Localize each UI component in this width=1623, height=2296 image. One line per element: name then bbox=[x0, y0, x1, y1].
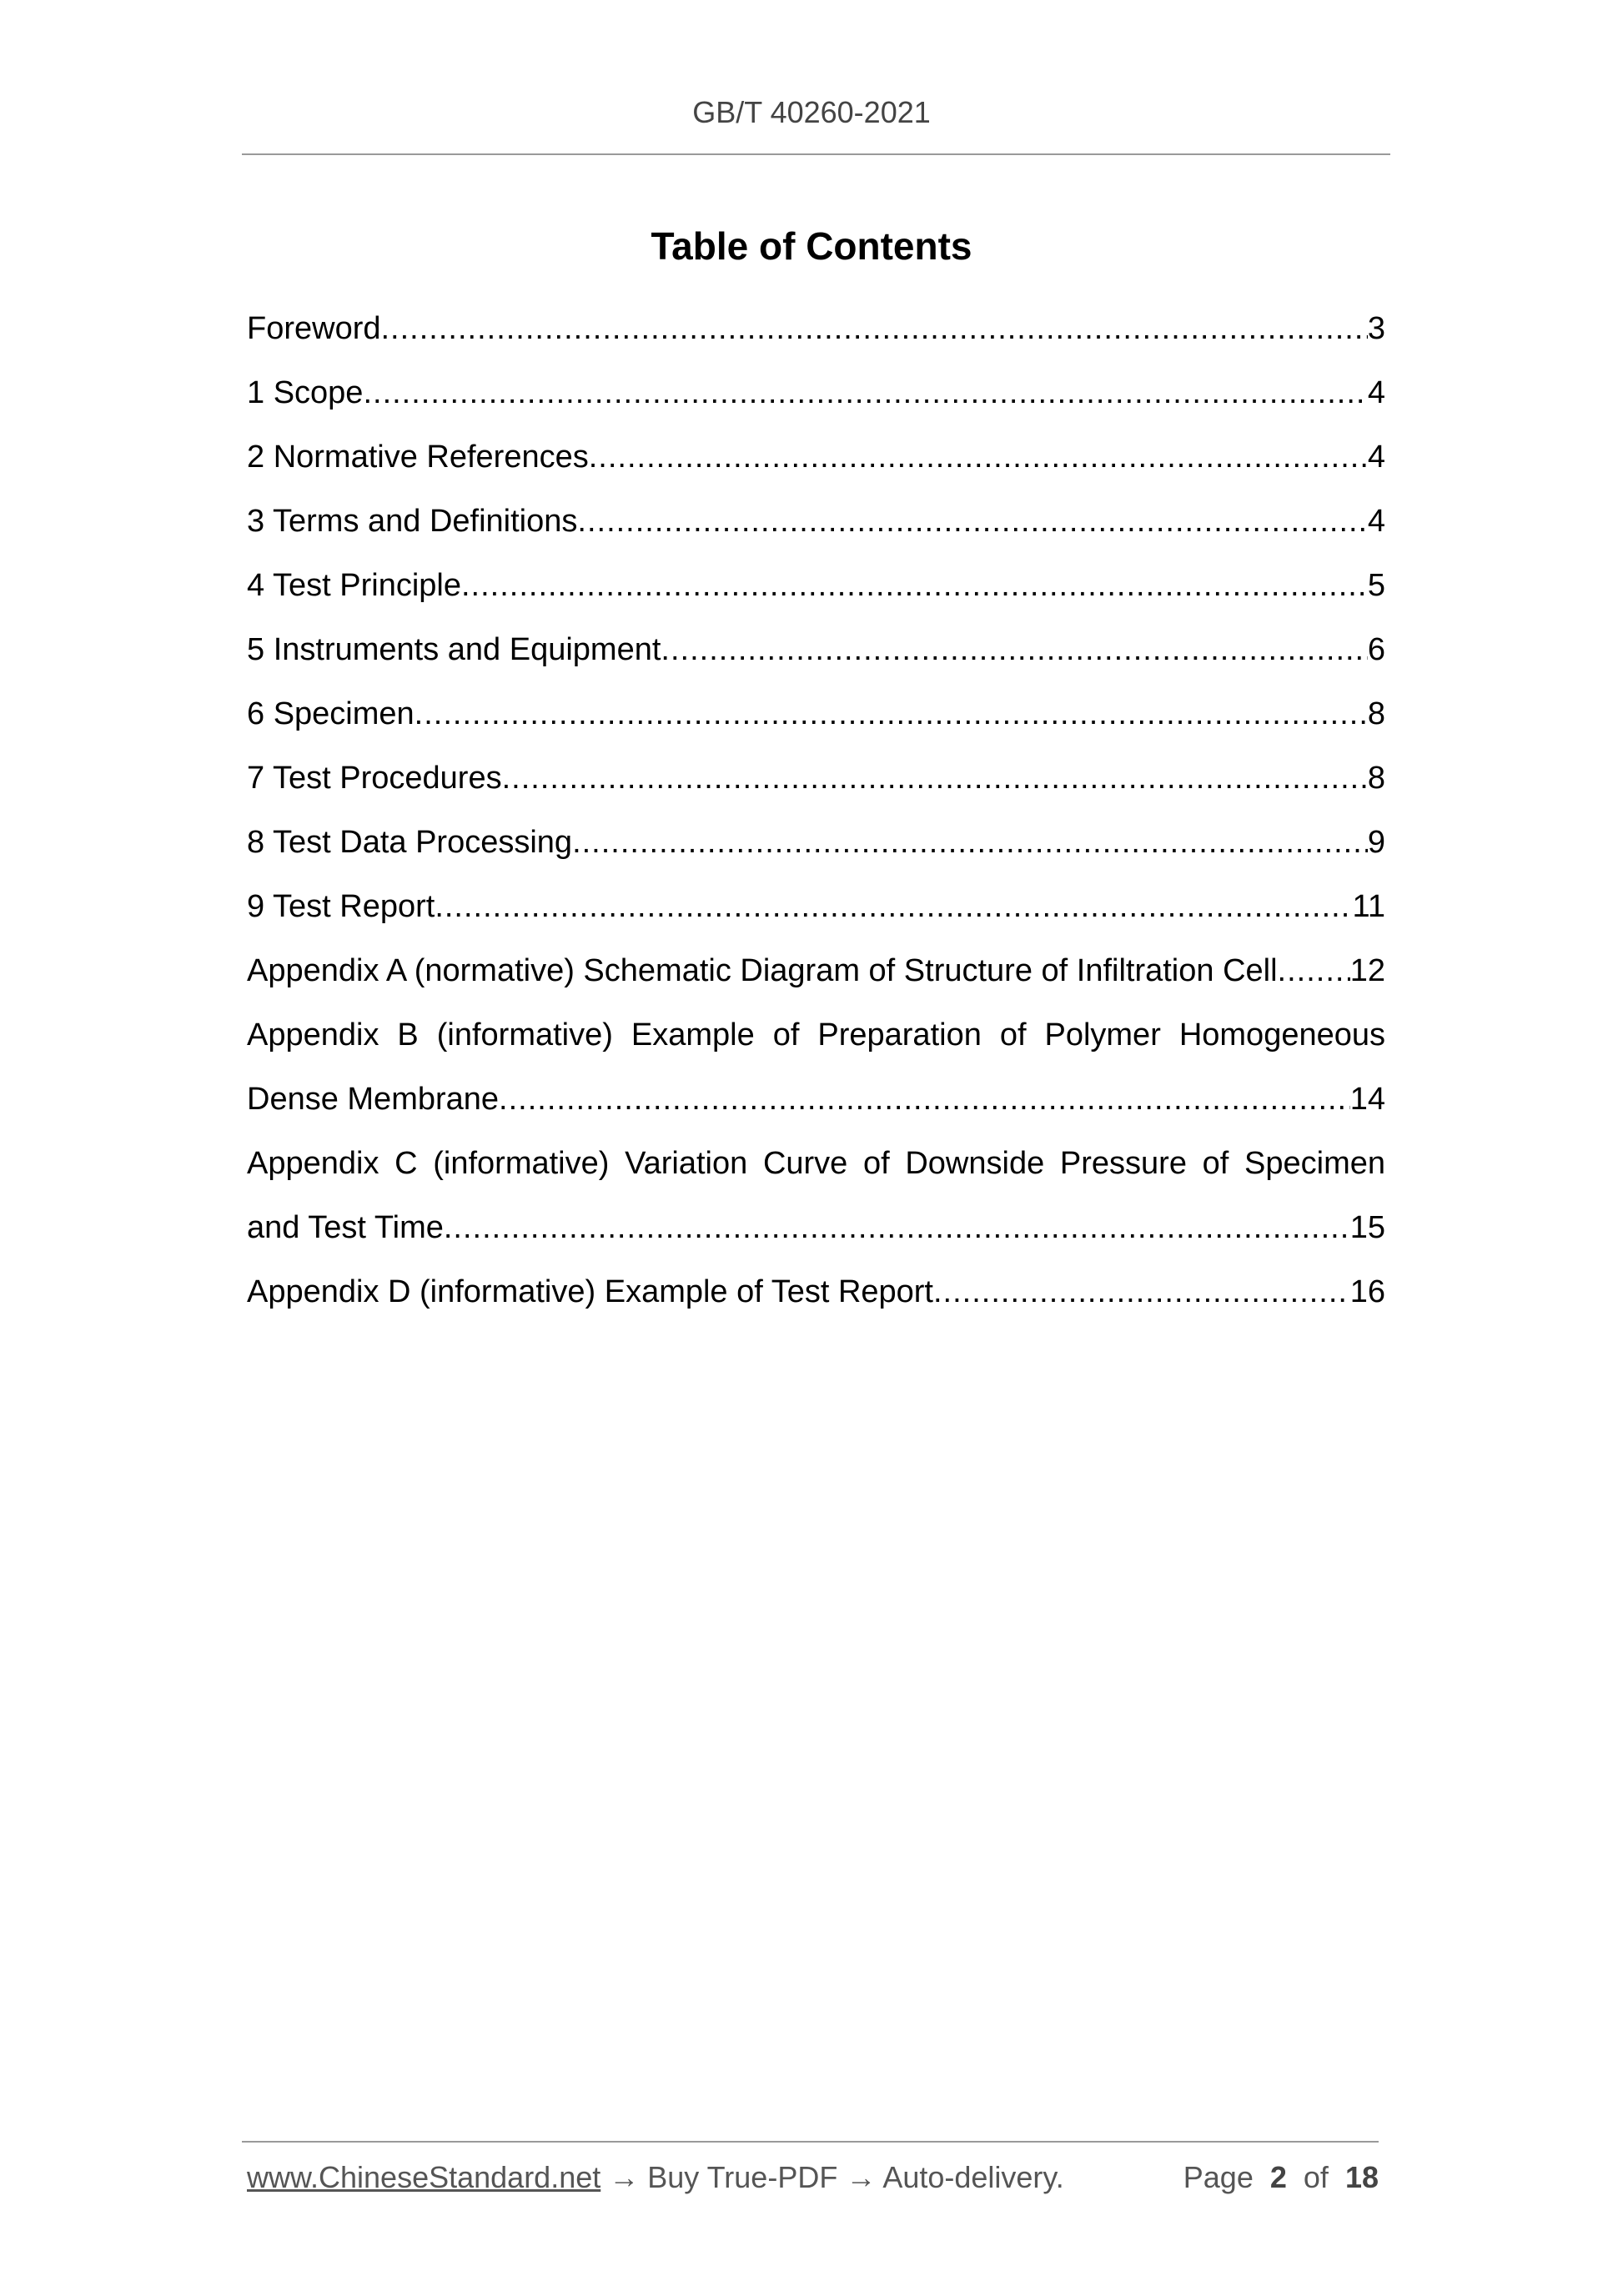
toc-entry-normative-references[interactable] bbox=[247, 425, 1385, 490]
toc-entry-test-principle[interactable] bbox=[247, 554, 1385, 618]
dot-leader bbox=[381, 297, 1368, 361]
toc-entry-label: 2 Normative References bbox=[247, 440, 589, 475]
toc-entry-appendix-b[interactable] bbox=[247, 1068, 1385, 1132]
toc-entry-page: 3 bbox=[1367, 311, 1385, 346]
page-indicator bbox=[1183, 2160, 1379, 2195]
toc-entry-label: Appendix A (normative) Schematic Diagram of Structure of Infiltration Cell bbox=[247, 953, 1278, 988]
toc-entry-label: 1 Scope bbox=[247, 375, 364, 410]
toc-entry-page: 11 bbox=[1352, 889, 1385, 924]
toc-entry-test-procedures[interactable] bbox=[247, 746, 1385, 811]
dot-leader bbox=[435, 875, 1352, 939]
dot-leader bbox=[502, 746, 1368, 811]
footer-promo bbox=[247, 2160, 1064, 2195]
dot-leader bbox=[444, 1196, 1350, 1260]
footer-divider bbox=[242, 2141, 1379, 2143]
document-id-header: GB/T 40260-2021 bbox=[692, 95, 931, 129]
toc-entry-page: 8 bbox=[1367, 761, 1385, 796]
current-page-number: 2 bbox=[1269, 2160, 1287, 2194]
toc-entry-page: 6 bbox=[1367, 632, 1385, 667]
toc-entry-label: 9 Test Report bbox=[247, 889, 435, 924]
toc-entry-test-report[interactable] bbox=[247, 875, 1385, 939]
toc-entry-label: Appendix C (informative) Variation Curve of Downside Pressure of Specimen bbox=[247, 1146, 1385, 1181]
toc-entry-label: 6 Specimen bbox=[247, 696, 415, 731]
toc-entry-label: Foreword bbox=[247, 311, 381, 346]
toc-entry-appendix-c[interactable] bbox=[247, 1196, 1385, 1260]
table-of-contents bbox=[247, 297, 1385, 1324]
page-footer bbox=[247, 2160, 1379, 2195]
toc-entry-label: Dense Membrane bbox=[247, 1082, 500, 1117]
toc-entry-appendix-b-line1[interactable] bbox=[247, 1003, 1385, 1068]
toc-entry-label: Appendix D (informative) Example of Test Report bbox=[247, 1274, 933, 1309]
toc-entry-label: 3 Terms and Definitions bbox=[247, 504, 578, 539]
toc-entry-foreword[interactable] bbox=[247, 297, 1385, 361]
dot-leader bbox=[589, 425, 1368, 490]
toc-entry-terms-and-definitions[interactable] bbox=[247, 490, 1385, 554]
dot-leader bbox=[933, 1260, 1350, 1324]
toc-entry-page: 12 bbox=[1349, 953, 1385, 988]
toc-entry-label: Appendix B (informative) Example of Preparation of Polymer Homogeneous bbox=[247, 1017, 1385, 1053]
dot-leader bbox=[461, 554, 1368, 618]
toc-entry-label: 5 Instruments and Equipment bbox=[247, 632, 661, 667]
dot-leader bbox=[415, 682, 1368, 746]
of-word: of bbox=[1303, 2160, 1329, 2194]
toc-entry-page: 4 bbox=[1367, 375, 1385, 410]
page-word: Page bbox=[1183, 2160, 1254, 2194]
toc-entry-instruments-and-equipment[interactable] bbox=[247, 618, 1385, 682]
total-page-count: 18 bbox=[1344, 2160, 1379, 2194]
dot-leader bbox=[577, 490, 1367, 554]
toc-entry-page: 5 bbox=[1367, 568, 1385, 603]
toc-entry-appendix-d[interactable] bbox=[247, 1260, 1385, 1324]
toc-entry-page: 16 bbox=[1349, 1274, 1385, 1309]
footer-tagline: → Buy True-PDF → Auto-delivery. bbox=[600, 2160, 1064, 2194]
toc-entry-page: 8 bbox=[1367, 696, 1385, 731]
dot-leader bbox=[661, 618, 1367, 682]
toc-entry-page: 4 bbox=[1367, 440, 1385, 475]
toc-entry-label: 7 Test Procedures bbox=[247, 761, 502, 796]
toc-entry-test-data-processing[interactable] bbox=[247, 811, 1385, 875]
toc-entry-scope[interactable] bbox=[247, 361, 1385, 425]
toc-entry-page: 14 bbox=[1349, 1082, 1385, 1117]
toc-entry-appendix-a[interactable] bbox=[247, 939, 1385, 1003]
toc-entry-page: 9 bbox=[1367, 825, 1385, 860]
toc-entry-label: 4 Test Principle bbox=[247, 568, 461, 603]
toc-entry-page: 15 bbox=[1349, 1210, 1385, 1245]
toc-entry-specimen[interactable] bbox=[247, 682, 1385, 746]
dot-leader bbox=[572, 811, 1368, 875]
website-link[interactable]: www.ChineseStandard.net bbox=[247, 2160, 601, 2194]
toc-entry-page: 4 bbox=[1367, 504, 1385, 539]
toc-entry-appendix-c-line1[interactable] bbox=[247, 1132, 1385, 1196]
dot-leader bbox=[363, 361, 1367, 425]
header-divider bbox=[242, 153, 1390, 155]
toc-entry-label: 8 Test Data Processing bbox=[247, 825, 573, 860]
toc-entry-label: and Test Time bbox=[247, 1210, 444, 1245]
toc-title: Table of Contents bbox=[651, 224, 972, 268]
dot-leader bbox=[499, 1068, 1350, 1132]
dot-leader bbox=[1278, 939, 1350, 1003]
